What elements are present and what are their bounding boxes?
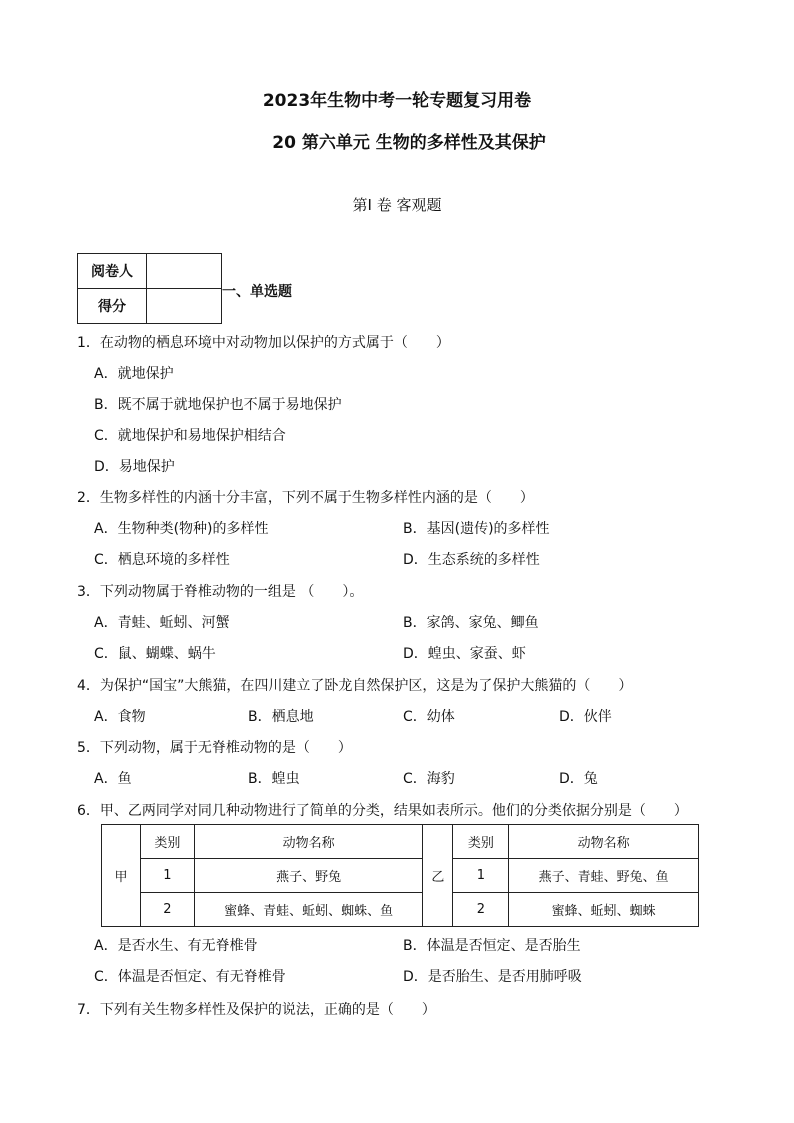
option: B．既不属于就地保护也不属于易地保护	[94, 397, 342, 413]
option: C．鼠、蝴蝶、蜗牛	[94, 646, 216, 662]
option: A．就地保护	[94, 366, 174, 382]
option: C．体温是否恒定、有无脊椎骨	[94, 969, 286, 985]
option: C．海豹	[403, 771, 455, 787]
table-cell: 2	[140, 893, 194, 927]
option: A．是否水生、有无脊椎骨	[94, 938, 258, 954]
option: D．蝗虫、家蚕、虾	[403, 646, 526, 662]
question-stem: 3．下列动物属于脊椎动物的一组是 （ ）。	[77, 584, 364, 600]
option: D．伙伴	[559, 709, 612, 725]
option: B．基因(遗传)的多样性	[403, 521, 550, 537]
option: A．青蛙、蚯蚓、河蟹	[94, 615, 230, 631]
reviewer-field[interactable]	[147, 254, 222, 289]
group-jia-label: 甲	[102, 825, 141, 927]
option: B．栖息地	[248, 709, 314, 725]
score-box	[77, 253, 222, 324]
question-stem: 1．在动物的栖息环境中对动物加以保护的方式属于（ ）	[77, 335, 450, 351]
table-cell: 1	[140, 859, 194, 893]
question-stem: 5．下列动物，属于无脊椎动物的是（ ）	[77, 740, 352, 756]
col-header-category: 类别	[453, 825, 509, 859]
option: D．易地保护	[94, 459, 175, 475]
option: B．家鸽、家兔、鲫鱼	[403, 615, 539, 631]
option: D．生态系统的多样性	[403, 552, 540, 568]
reviewer-label: 阅卷人	[78, 254, 147, 289]
option: C．就地保护和易地保护相结合	[94, 428, 286, 444]
table-cell: 1	[453, 859, 509, 893]
score-label: 得分	[78, 289, 147, 324]
table-cell: 蜜蜂、青蛙、蚯蚓、蜘蛛、鱼	[194, 893, 423, 927]
part-heading: 一、单选题	[222, 284, 292, 300]
option: A．食物	[94, 709, 146, 725]
table-cell: 2	[453, 893, 509, 927]
col-header-names: 动物名称	[194, 825, 423, 859]
question-stem: 2．生物多样性的内涵十分丰富，下列不属于生物多样性内涵的是（ ）	[77, 490, 534, 506]
unit-title: 20 第六单元 生物的多样性及其保护	[272, 133, 546, 153]
group-yi-label: 乙	[423, 825, 453, 927]
option: B．体温是否恒定、是否胎生	[403, 938, 581, 954]
option: D．是否胎生、是否用肺呼吸	[403, 969, 582, 985]
question-stem: 4．为保护“国宝”大熊猫，在四川建立了卧龙自然保护区，这是为了保护大熊猫的（ ）	[77, 678, 633, 694]
question-stem: 7．下列有关生物多样性及保护的说法，正确的是（ ）	[77, 1002, 436, 1018]
score-field[interactable]	[147, 289, 222, 324]
table-cell: 燕子、青蛙、野兔、鱼	[509, 859, 699, 893]
table-cell: 燕子、野兔	[194, 859, 423, 893]
option: A．生物种类(物种)的多样性	[94, 521, 269, 537]
option: C．幼体	[403, 709, 455, 725]
classification-table	[101, 824, 699, 927]
option: D．兔	[559, 771, 598, 787]
question-stem: 6．甲、乙两同学对同几种动物进行了简单的分类，结果如表所示。他们的分类依据分别是（ ）	[77, 803, 688, 819]
option: B．蝗虫	[248, 771, 300, 787]
col-header-category: 类别	[140, 825, 194, 859]
table-cell: 蜜蜂、蚯蚓、蜘蛛	[509, 893, 699, 927]
section-title: 第I 卷 客观题	[352, 196, 442, 214]
option: C．栖息环境的多样性	[94, 552, 230, 568]
option: A．鱼	[94, 771, 132, 787]
exam-title: 2023年生物中考一轮专题复习用卷	[262, 91, 532, 111]
col-header-names: 动物名称	[509, 825, 699, 859]
